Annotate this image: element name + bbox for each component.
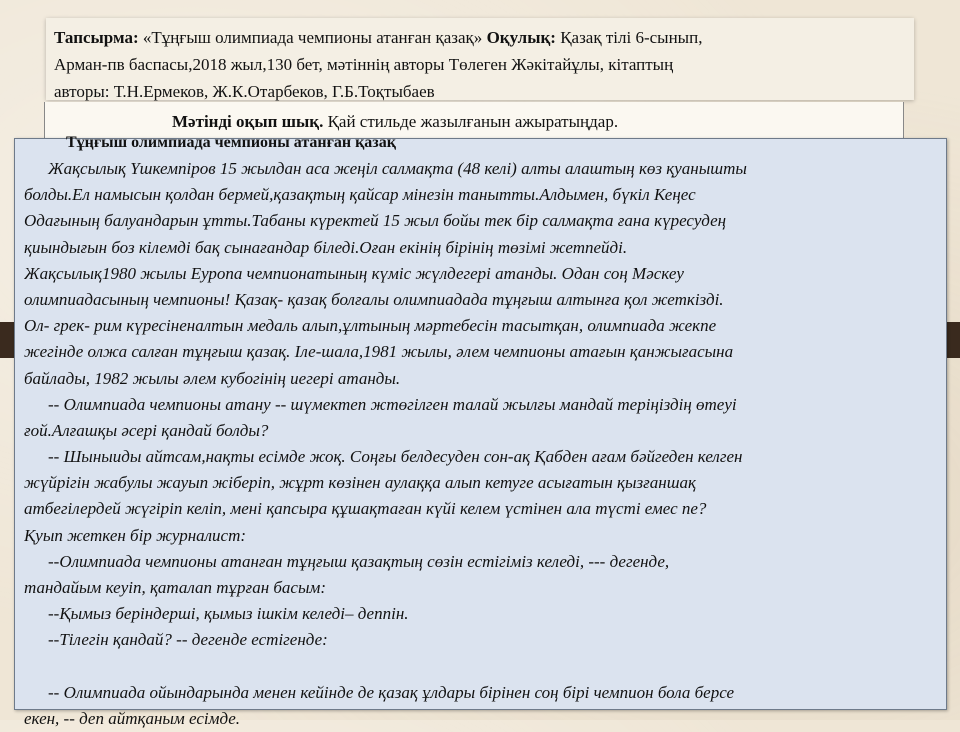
instruction xyxy=(172,112,618,132)
reading-body xyxy=(24,156,924,732)
text-line: --Олимпиада чемпионы атанған тұңғыш қазақтың сөзін естігіміз келеді, --- дегенде, xyxy=(48,551,670,571)
text-line: Ол- грек- рим күресіненалтын медаль алып,ұлтының мәртебесін тасытқан, олимпиада жекпе xyxy=(24,316,717,336)
text-line: -- Шыныиды айтсам,нақты есімде жоқ. Соңғы белдесуден сон-ақ Қабден ағам бәйгеден келген xyxy=(48,447,743,467)
task-text: «Тұңғыш олимпиада чемпионы атанған қазақ» xyxy=(138,28,487,47)
textbook-label: Оқулық: xyxy=(486,28,556,47)
text-line: тандайым кеуіп, қаталап тұрған басым: xyxy=(24,578,326,597)
text-line: ғой.Алғашқы әсері қандай болды? xyxy=(24,420,269,440)
instruction-text: Қай стильде жазылғанын ажыратыңдар. xyxy=(323,112,619,131)
text-line: Жақсылық1980 жылы Еуропа чемпионатының күміс жүлдегері атанды. Одан соң Мәскеу xyxy=(24,263,684,283)
text-line: жегінде олжа салған тұңғыш қазақ. Іле-шала,1981 жылы, әлем чемпионы атағын қанжығасына xyxy=(24,342,734,362)
text-line: Жақсылық Үшкемпіров 15 жылдан аса жеңіл салмақта (48 келі) алты алаштың көз қуанышты xyxy=(48,159,747,178)
text-line: атбегілердей жүгіріп келіп, мені қапсыра құшақтаған күйі келем үстінен ала түсті емес пе? xyxy=(24,499,707,519)
text-line: екен, -- деп айтқаным есімде. xyxy=(24,708,241,728)
text-line: -- Олимпиада ойындарында менен кейінде де қазақ ұлдары бірінен соң бірі чемпион бола берсе xyxy=(48,682,735,702)
reading-title: Тұңғыш олимпиада чемпионы атанған қазақ xyxy=(66,134,396,151)
instruction-bold: Мәтінді оқып шық. xyxy=(172,112,324,131)
text-line xyxy=(24,654,924,680)
text-line: Одағының балуандарын ұтты.Табаны күректей 15 жыл бойы тек бір салмақта ғана күресудең xyxy=(24,211,727,231)
text-line: --Қымыз беріндерші, қымыз ішкім келеді– деппін. xyxy=(48,604,409,624)
text-line: жүйрігін жабулы жауып жіберіп, жұрт көзінен аулаққа алып кетуге асығатын қызғаншақ xyxy=(24,473,696,493)
task-header xyxy=(54,24,914,105)
text-line: --Тілегін қандай? -- дегенде естігенде: xyxy=(48,630,328,650)
text-line: олимпиадасының чемпионы! Қазақ- қазақ болғалы олимпиадада тұңғыш алтынға қол жеткізді. xyxy=(24,289,724,309)
text-line: -- Олимпиада чемпионы атану -- шүмектеп жтөгілген талай жылғы мандай теріңіздің өтеуі xyxy=(48,394,737,414)
task-line-1 xyxy=(54,24,914,51)
task-label: Тапсырма: xyxy=(54,28,139,47)
text-line: Қуып жеткен бір журналист: xyxy=(24,525,247,545)
text-line: қиындығын боз кілемді бақ сынағандар біледі.Оған екінің бірінің төзімі жетпейді. xyxy=(24,237,628,257)
task-line-2: Арман-пв баспасы,2018 жыл,130 бет, мәтіннің авторы Төлеген Жәкітайұлы, кітаптың xyxy=(54,55,674,74)
task-line-3: авторы: Т.Н.Ермеков, Ж.К.Отарбеков, Г.Б.Тоқтыбаев xyxy=(54,82,435,101)
text-line: болды.Ел намысын қолдан бермей,қазақтың қайсар мінезін танытты.Алдымен, бүкіл Кеңес xyxy=(24,185,696,205)
textbook-text: Қазақ тілі 6-сынып, xyxy=(555,28,703,47)
text-line: байлады, 1982 жылы әлем кубогінің иегері атанды. xyxy=(24,368,401,388)
